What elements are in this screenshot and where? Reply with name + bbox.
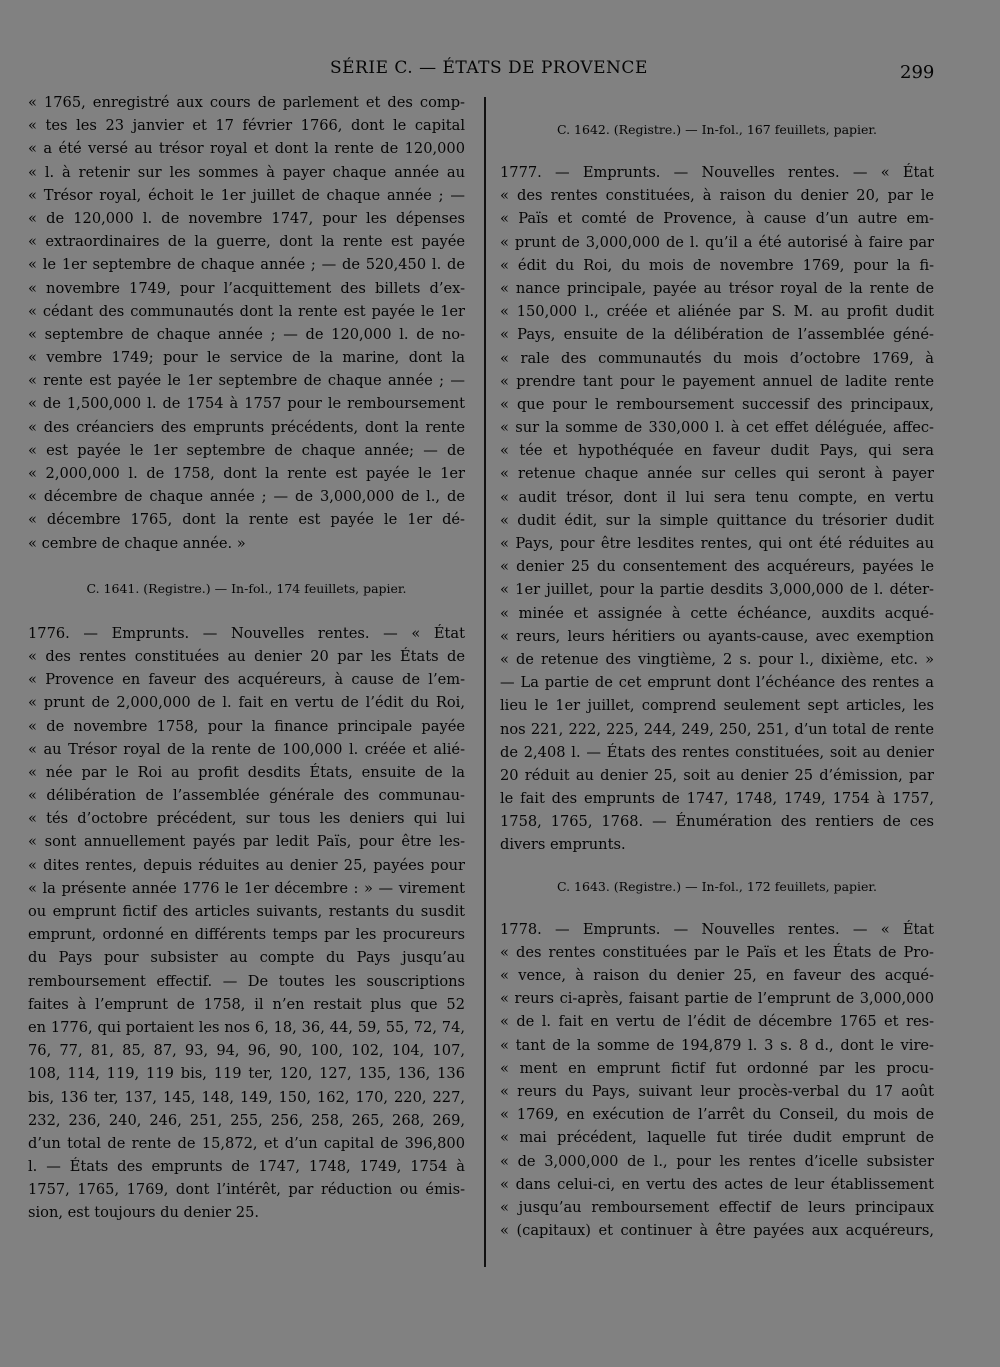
text-line: « ment en emprunt fictif fut ordonné par les procu-: [500, 1059, 934, 1077]
text-line: « des créanciers des emprunts précédents, dont la rente: [28, 418, 465, 436]
entry-1776: [28, 622, 465, 1225]
text-line: « tée et hypothéquée en faveur dudit Pays, qui sera: [500, 442, 934, 460]
text-line: « le 1er septembre de chaque année ; — de 520,450 l. de: [28, 256, 465, 274]
text-line: emprunt, ordonné en différents temps par les procureurs: [28, 926, 465, 944]
text-line: « édit du Roi, du mois de novembre 1769, pour la fi-: [500, 256, 934, 274]
text-line: « minée et assignée à cette échéance, auxdits acqué-: [500, 604, 934, 622]
column-divider: [484, 97, 486, 1267]
intro-paragraph: [28, 91, 465, 555]
text-line: 76, 77, 81, 85, 87, 93, 94, 96, 90, 100, 102, 104, 107,: [28, 1042, 465, 1060]
text-line: nos 221, 222, 225, 244, 249, 250, 251, d’un total de rente: [500, 720, 934, 738]
record-note: C. 1642. (Registre.) — In-fol., 167 feuillets, papier.: [556, 122, 877, 137]
text-line: « 1769, en exécution de l’arrêt du Conseil, du mois de: [500, 1106, 934, 1124]
text-line: « dudit édit, sur la simple quittance du trésorier dudit: [500, 511, 934, 529]
text-line: « de l. fait en vertu de l’édit de décembre 1765 et res-: [500, 1013, 934, 1031]
text-line: « 150,000 l., créée et aliénée par S. M. au profit dudit: [500, 303, 934, 321]
text-line: 108, 114, 119, 119 bis, 119 ter, 120, 127, 135, 136, 136: [28, 1065, 465, 1083]
text-line: « audit trésor, dont il lui sera tenu compte, en vertu: [500, 488, 934, 506]
text-line: « née par le Roi au profit desdits États, ensuite de la: [28, 763, 465, 781]
text-line: « tes les 23 janvier et 17 février 1766, dont le capital: [28, 117, 465, 135]
text-line: « vembre 1749; pour le service de la marine, dont la: [28, 349, 465, 367]
text-line: 1778. — Emprunts. — Nouvelles rentes. — « État: [500, 920, 934, 938]
text-line: « délibération de l’assemblée générale des communau-: [28, 787, 465, 805]
text-line: 1757, 1765, 1769, dont l’intérêt, par réduction ou émis-: [28, 1181, 465, 1199]
text-line: « septembre de chaque année ; — de 120,000 l. de no-: [28, 325, 465, 343]
text-line: sion, est toujours du denier 25.: [28, 1204, 259, 1222]
text-line: lieu le 1er juillet, comprend seulement sept articles, les: [500, 697, 934, 715]
record-note: C. 1643. (Registre.) — In-fol., 172 feuillets, papier.: [556, 878, 877, 894]
text-line: « vence, à raison du denier 25, en faveur des acqué-: [500, 967, 934, 984]
left-column: [28, 91, 465, 1225]
text-line: du Pays pour subsister au compte du Pays jusqu’au: [28, 949, 465, 967]
text-line: « extraordinaires de la guerre, dont la rente est payée: [28, 233, 465, 251]
text-line: « des rentes constituées au denier 20 par les États de: [28, 647, 465, 665]
text-line: bis, 136 ter, 137, 145, 148, 149, 150, 162, 170, 220, 227,: [28, 1088, 465, 1106]
text-line: de 2,408 l. — États des rentes constituées, soit au denier: [500, 743, 934, 761]
text-line: « reurs ci-après, faisant partie de l’emprunt de 3,000,000: [500, 990, 934, 1008]
text-line: « a été versé au trésor royal et dont la rente de 120,000: [28, 140, 465, 158]
text-line: « décembre de chaque année ; — de 3,000,000 de l., de: [28, 488, 465, 506]
text-line: le fait des emprunts de 1747, 1748, 1749, 1754 à 1757,: [500, 790, 934, 808]
text-line: « mai précédent, laquelle fut tirée dudit emprunt de: [500, 1129, 934, 1147]
text-line: « de 120,000 l. de novembre 1747, pour les dépenses: [28, 209, 465, 227]
text-line: « cembre de chaque année. »: [28, 534, 246, 552]
text-line: « 1765, enregistré aux cours de parlement et des comp-: [28, 94, 465, 111]
text-line: en 1776, qui portaient les nos 6, 18, 36, 44, 59, 55, 72, 74,: [28, 1018, 465, 1036]
text-line: « 2,000,000 l. de 1758, dont la rente est payée le 1er: [28, 465, 465, 482]
record-note: C. 1641. (Registre.) — In-fol., 174 feuillets, papier.: [86, 580, 407, 596]
text-line: « tant de la somme de 194,879 l. 3 s. 8 d., dont le vire-: [500, 1036, 934, 1054]
text-line: 1758, 1765, 1768. — Énumération des rentiers de ces: [500, 813, 934, 831]
text-line: « jusqu’au remboursement effectif de leurs principaux: [500, 1198, 934, 1216]
text-line: « des rentes constituées, à raison du denier 20, par le: [500, 187, 934, 205]
text-line: « Provence en faveur des acquéreurs, à cause de l’em-: [28, 671, 465, 689]
text-line: ou emprunt fictif des articles suivants, restants du susdit: [28, 903, 465, 920]
running-title: SÉRIE C. — ÉTATS DE PROVENCE: [330, 58, 648, 78]
text-line: faites à l’emprunt de 1758, il n’en restait plus que 52: [28, 995, 465, 1013]
page-header: [0, 58, 1000, 86]
text-line: « de retenue des vingtième, 2 s. pour l., dixième, etc. »: [500, 650, 934, 668]
text-line: « prunt de 2,000,000 de l. fait en vertu de l’édit du Roi,: [28, 694, 465, 712]
text-line: — La partie de cet emprunt dont l’échéance des rentes a: [500, 674, 934, 692]
text-line: « l. à retenir sur les sommes à payer chaque année au: [28, 163, 465, 181]
text-line: « est payée le 1er septembre de chaque année; — de: [28, 441, 465, 459]
right-column: [500, 122, 934, 1242]
text-line: « sont annuellement payés par ledit Païs, pour être les-: [28, 833, 465, 851]
text-line: « denier 25 du consentement des acquéreurs, payées le: [500, 558, 934, 576]
text-line: « dans celui-ci, en vertu des actes de leur établissement: [500, 1175, 934, 1193]
text-line: « 1er juillet, pour la partie desdits 3,000,000 de l. déter-: [500, 581, 934, 599]
text-line: « reurs du Pays, suivant leur procès-verbal du 17 août: [500, 1082, 934, 1100]
text-line: « que pour le remboursement successif des principaux,: [500, 395, 934, 413]
text-line: « nance principale, payée au trésor royal de la rente de: [500, 279, 934, 297]
text-line: 1777. — Emprunts. — Nouvelles rentes. — « État: [500, 164, 934, 181]
text-line: « de 3,000,000 de l., pour les rentes d’icelle subsister: [500, 1152, 934, 1170]
text-line: 20 réduit au denier 25, soit au denier 25 d’émission, par: [500, 766, 934, 784]
text-line: « sur la somme de 330,000 l. à cet effet déléguée, affec-: [500, 419, 934, 437]
text-line: remboursement effectif. — De toutes les souscriptions: [28, 972, 465, 990]
text-line: 232, 236, 240, 246, 251, 255, 256, 258, 265, 268, 269,: [28, 1111, 465, 1129]
text-line: « de 1,500,000 l. de 1754 à 1757 pour le remboursement: [28, 395, 465, 413]
text-line: « tés d’octobre précédent, sur tous les deniers qui lui: [28, 810, 465, 828]
text-line: « Païs et comté de Provence, à cause d’un autre em-: [500, 210, 934, 228]
text-line: 1776. — Emprunts. — Nouvelles rentes. — « État: [28, 624, 465, 642]
text-line: « retenue chaque année sur celles qui seront à payer: [500, 465, 934, 483]
text-line: « la présente année 1776 le 1er décembre : » — virement: [28, 879, 465, 897]
page-number: 299: [900, 62, 935, 83]
text-line: « des rentes constituées par le Païs et les États de Pro-: [500, 943, 934, 961]
text-line: « novembre 1749, pour l’acquittement des billets d’ex-: [28, 279, 465, 297]
text-line: « de novembre 1758, pour la finance principale payée: [28, 717, 465, 735]
text-line: « (capitaux) et continuer à être payées aux acquéreurs,: [500, 1222, 934, 1240]
text-line: d’un total de rente de 15,872, et d’un capital de 396,800: [28, 1134, 465, 1152]
text-line: « Pays, pour être lesdites rentes, qui ont été réduites au: [500, 535, 934, 552]
text-line: « décembre 1765, dont la rente est payée le 1er dé-: [28, 511, 465, 529]
text-line: « Pays, ensuite de la délibération de l’assemblée géné-: [500, 326, 934, 344]
entry-1778: [500, 918, 934, 1243]
text-line: « au Trésor royal de la rente de 100,000 l. créée et alié-: [28, 740, 465, 758]
text-line: « reurs, leurs héritiers ou ayants-cause, avec exemption: [500, 627, 934, 645]
text-line: « prunt de 3,000,000 de l. qu’il a été autorisé à faire par: [500, 233, 934, 251]
text-line: « cédant des communautés dont la rente est payée le 1er: [28, 302, 465, 320]
text-line: l. — États des emprunts de 1747, 1748, 1749, 1754 à: [28, 1158, 465, 1176]
text-line: « rale des communautés du mois d’octobre 1769, à: [500, 349, 934, 367]
text-line: « rente est payée le 1er septembre de chaque année ; —: [28, 372, 465, 390]
text-line: divers emprunts.: [500, 836, 626, 854]
text-line: « prendre tant pour le payement annuel de ladite rente: [500, 372, 934, 390]
text-line: « dites rentes, depuis réduites au denier 25, payées pour: [28, 856, 465, 874]
text-line: « Trésor royal, échoit le 1er juillet de chaque année ; —: [28, 186, 465, 204]
entry-1777: [500, 161, 934, 857]
